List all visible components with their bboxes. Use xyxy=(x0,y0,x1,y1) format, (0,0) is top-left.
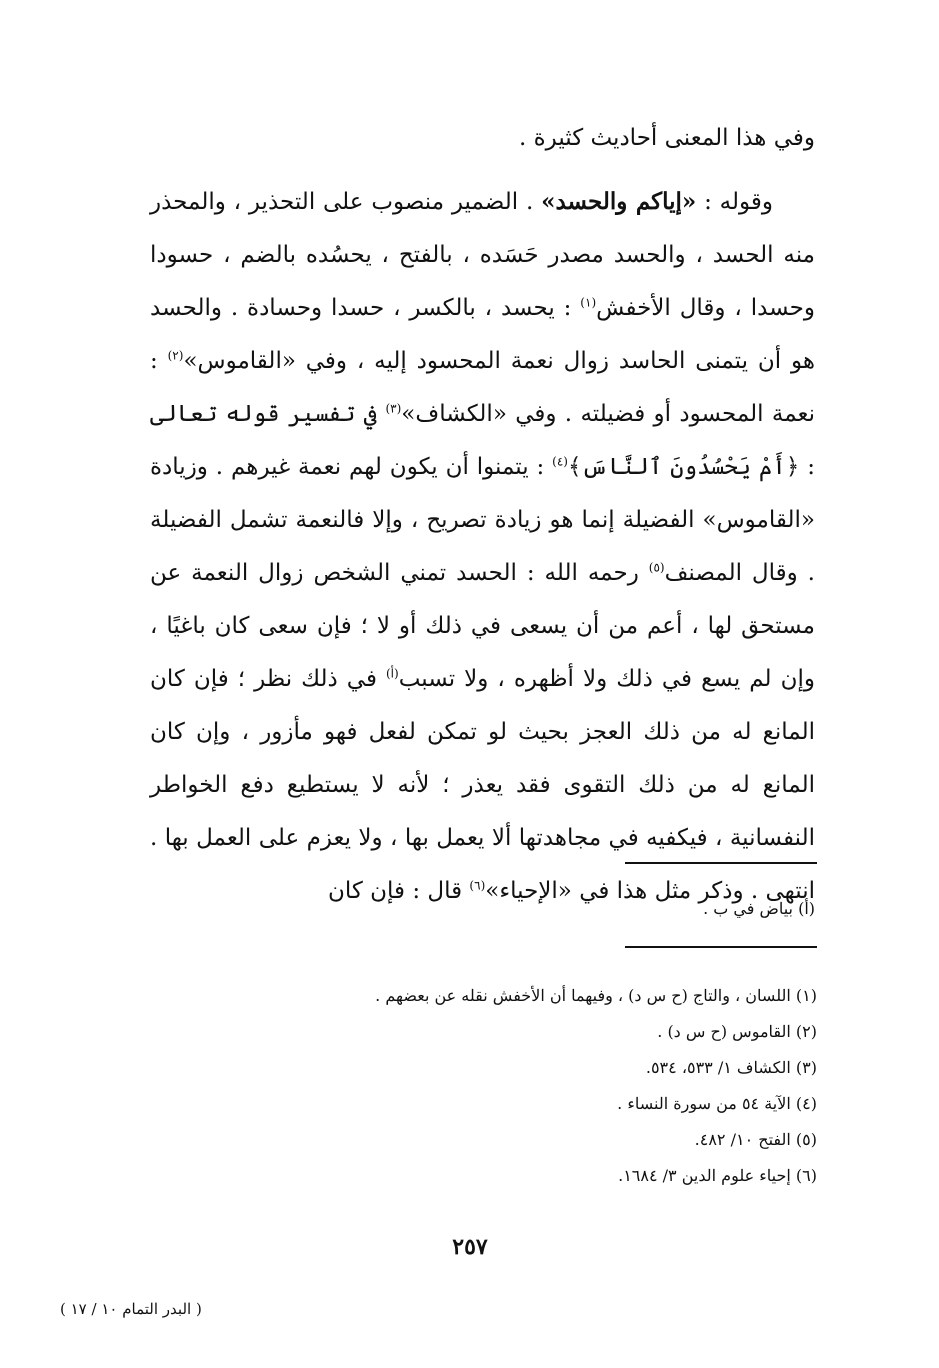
footnotes-list xyxy=(250,978,817,1194)
footnote-item: (١) اللسان ، والتاج (ح س د) ، وفيهما أن الأخفش نقله عن بعضهم . xyxy=(375,986,817,1005)
quoted-hadith-phrase: «إياكم والحسد» xyxy=(541,188,697,215)
text-segment: : يتمنوا أن يكون لهم نعمة غيرهم . وزيادة «القاموس» الفضيلة إنما هو زيادة تصريح ، وإلا فالنعمة تشمل الفضيلة . وقال المصنف xyxy=(150,454,815,586)
variant-note: (أ) بياض في ب . xyxy=(703,899,815,918)
footnote-marker-2: (٢) xyxy=(167,348,184,363)
page-number: ٢٥٧ xyxy=(452,1234,488,1260)
text-segment: في تفسير قوله تعالى : ﴿أَمْ يَحْسُدُونَ ٱلنَّاسَ﴾ xyxy=(150,401,815,480)
footnote-marker-4: (٤) xyxy=(552,454,568,469)
footnote-divider-top xyxy=(625,862,817,864)
footnote-item: (٥) الفتح ١٠/ ٤٨٢. xyxy=(694,1130,817,1149)
footnote-item: (٣) الكشاف ١/ ٥٣٣، ٥٣٤. xyxy=(645,1058,817,1077)
footnote-divider-bottom xyxy=(625,946,817,948)
paragraph-1: وفي هذا المعنى أحاديث كثيرة . xyxy=(518,125,815,151)
footnote-marker-6: (٦) xyxy=(469,878,486,893)
footnote-marker-3: (٣) xyxy=(385,401,402,416)
text-segment: : يحسد ، بالكسر ، حسدا وحسادة . والحسد هو أن يتمنى الحاسد زوال نعمة المحسود إليه ، وفي «القاموس» xyxy=(150,295,816,374)
text-segment: . الضمير منصوب على التحذير ، والمحذر منه الحسد ، والحسد مصدر حَسَده ، بالفتح ، يحسُده بالضم ، حسودا وحسدا ، وقال الأخفش xyxy=(150,189,816,321)
footnote-item: (٢) القاموس (ح س د) . xyxy=(657,1022,817,1041)
text-segment: : نعمة المحسود أو فضيلته . وفي «الكشاف» xyxy=(150,348,815,427)
main-text xyxy=(150,112,815,918)
text-segment: في ذلك نظر ؛ فإن كان المانع له من ذلك العجز بحيث لو تمكن لفعل فهو مأزور ، وإن كان المانع له من ذلك التقوى فقد يعذر ؛ لأنه لا يستطيع دفع الخواطر النفسانية ، فيكفيه في مجاهدتها ألا يعمل بها ، ولا يعزم على العمل بها . انتهى . وذكر مثل هذا في «الإحياء» xyxy=(150,666,815,904)
footnote-marker-1: (١) xyxy=(580,295,597,310)
footnote-item: (٤) الآية ٥٤ من سورة النساء . xyxy=(617,1094,817,1113)
text-segment: رحمه الله : الحسد تمني الشخص زوال النعمة عن مستحق لها ، أعم من أن يسعى في ذلك أو لا ؛ فإن سعى كان باغيًا ، وإن لم يسع في ذلك ولا أظهره ، ولا تسبب xyxy=(150,560,815,692)
text-segment: قال : فإن كان xyxy=(327,878,470,904)
running-footer: ( البدر التمام ١٠ / ١٧ ) xyxy=(60,1300,202,1318)
footnote-marker-5: (٥) xyxy=(648,560,665,575)
variant-marker-a: (أ) xyxy=(386,666,399,681)
paragraph-2 xyxy=(150,175,815,918)
footnote-item: (٦) إحياء علوم الدين ٣/ ١٦٨٤. xyxy=(618,1166,817,1185)
text-segment: وقوله : xyxy=(696,189,773,215)
